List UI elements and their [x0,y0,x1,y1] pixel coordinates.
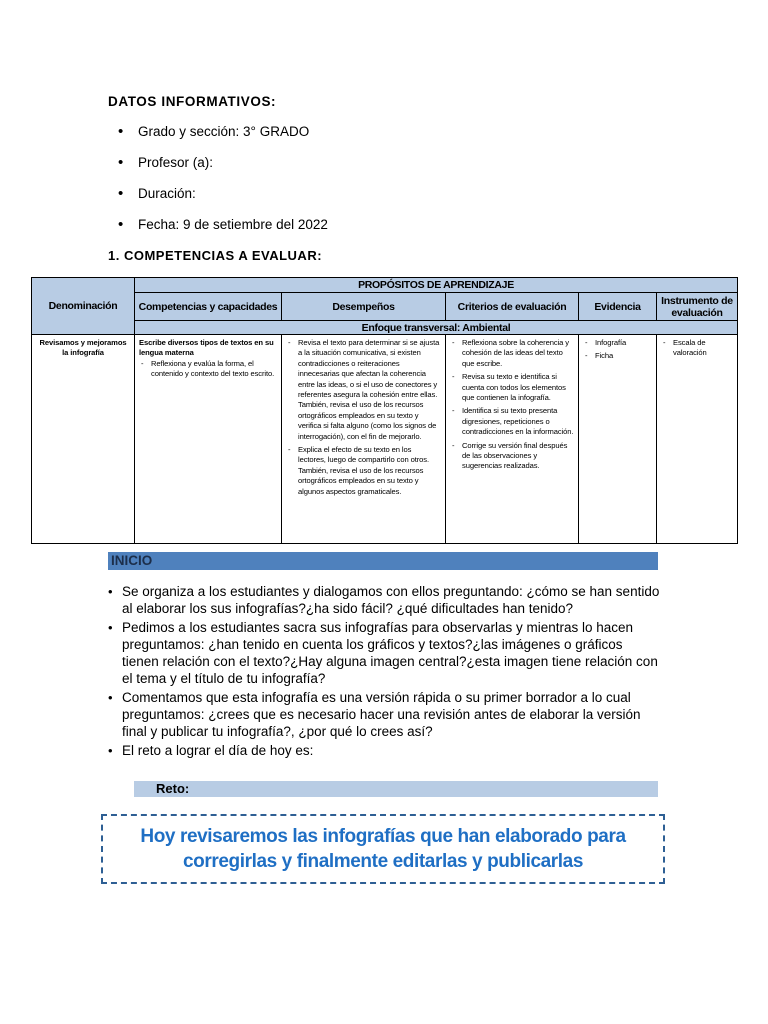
criterio-item: - Reflexiona sobre la coherencia y cohesión de las ideas del texto que escribe. [450,338,574,369]
header-instrumento: Instrumento de evaluación [657,293,738,321]
cell-instrumento [657,335,738,544]
cell-criterios [446,335,579,544]
section-title: 1. COMPETENCIAS A EVALUAR: [108,248,323,263]
cell-competencia [135,335,282,544]
header-criterios: Criterios de evaluación [446,293,579,321]
competencias-table [31,277,738,544]
evidencia-item: - Infografía [583,338,652,348]
reto-line-1: Hoy revisaremos las infografías que han elaborado para [140,826,626,847]
instrumento-item: - Escala de valoración [661,338,733,359]
info-fecha: • Fecha: 9 de setiembre del 2022 [118,217,328,248]
inicio-item: • Pedimos a los estudiantes sacra sus infografías para observarlas y mientras lo hacen preguntamos: ¿han tenido en cuenta los gráficos y textos?¿las imágenes o gráficos tienen relación con el texto?¿Hay alguna imagen central?¿esta imagen tiene relación con el tema y el título de tu infografía? [108,619,663,687]
reto-box [101,814,665,884]
reto-line-2: corregirlas y finalmente editarlas y publicarlas [182,851,584,872]
reto-bar: Reto: [134,781,658,797]
cell-evidencia [579,335,657,544]
evidencia-item: - Ficha [583,351,652,361]
header-competencias: Competencias y capacidades [135,293,282,321]
cell-denominacion: Revisamos y mejoramos la infografía [32,335,135,544]
criterio-item: - Corrige su versión final después de las observaciones y sugerencias realizadas. [450,441,574,472]
header-evidencia: Evidencia [579,293,657,321]
inicio-item: • El reto a lograr el día de hoy es: [108,742,663,759]
capacidad-item: - Reflexiona y evalúa la forma, el contenido y contexto del texto escrito. [139,359,277,380]
inicio-list [108,583,663,761]
info-grado: • Grado y sección: 3° GRADO [118,124,328,155]
inicio-bar: INICIO [108,552,658,570]
criterio-item: - Revisa su texto e identifica si cuenta con todos los elementos que contienen la infografía. [450,372,574,403]
header-propositos: PROPÓSITOS DE APRENDIZAJE [135,278,738,293]
desempeno-item: - Revisa el texto para determinar si se ajusta a la situación comunicativa, si existen contradicciones o reiteraciones innecesarias que afectan la coherencia entre las ideas, o si el uso de conectores y referentes asegura la cohesión entre ellas. También, revisa el uso de los recursos ortográficos empleados en su texto y verifica si falta alguno (como los signos de interrogación), con el fin de mejorarlo. [286,338,441,442]
desempeno-item: - Explica el efecto de su texto en los lectores, luego de compartirlo con otros. También, revisa el uso de los recursos ortográficos empleados en su texto y algunos aspectos gramaticales. [286,445,441,497]
header-desempenos: Desempeños [282,293,446,321]
criterio-item: - Identifica si su texto presenta digresiones, repeticiones o contradicciones en la información. [450,406,574,437]
page-title: DATOS INFORMATIVOS: [108,94,277,109]
cell-desempenos [282,335,446,544]
inicio-item: • Comentamos que esta infografía es una versión rápida o su primer borrador a lo cual preguntamos: ¿crees que es necesario hacer una revisión antes de elaborar la versión final y publicar tu infografía?, ¿por qué lo crees así? [108,689,663,740]
header-denominacion: Denominación [32,278,135,335]
inicio-item: • Se organiza a los estudiantes y dialogamos con ellos preguntando: ¿cómo se han sentido al elaborar los sus infografías?¿ha sido fácil? ¿qué dificultades han tenido? [108,583,663,617]
info-duracion: • Duración: [118,186,328,217]
competencia-title: Escribe diversos tipos de textos en su lengua materna [139,338,274,358]
info-list [118,124,328,248]
header-enfoque: Enfoque transversal: Ambiental [135,321,738,335]
info-profesor: • Profesor (a): [118,155,328,186]
